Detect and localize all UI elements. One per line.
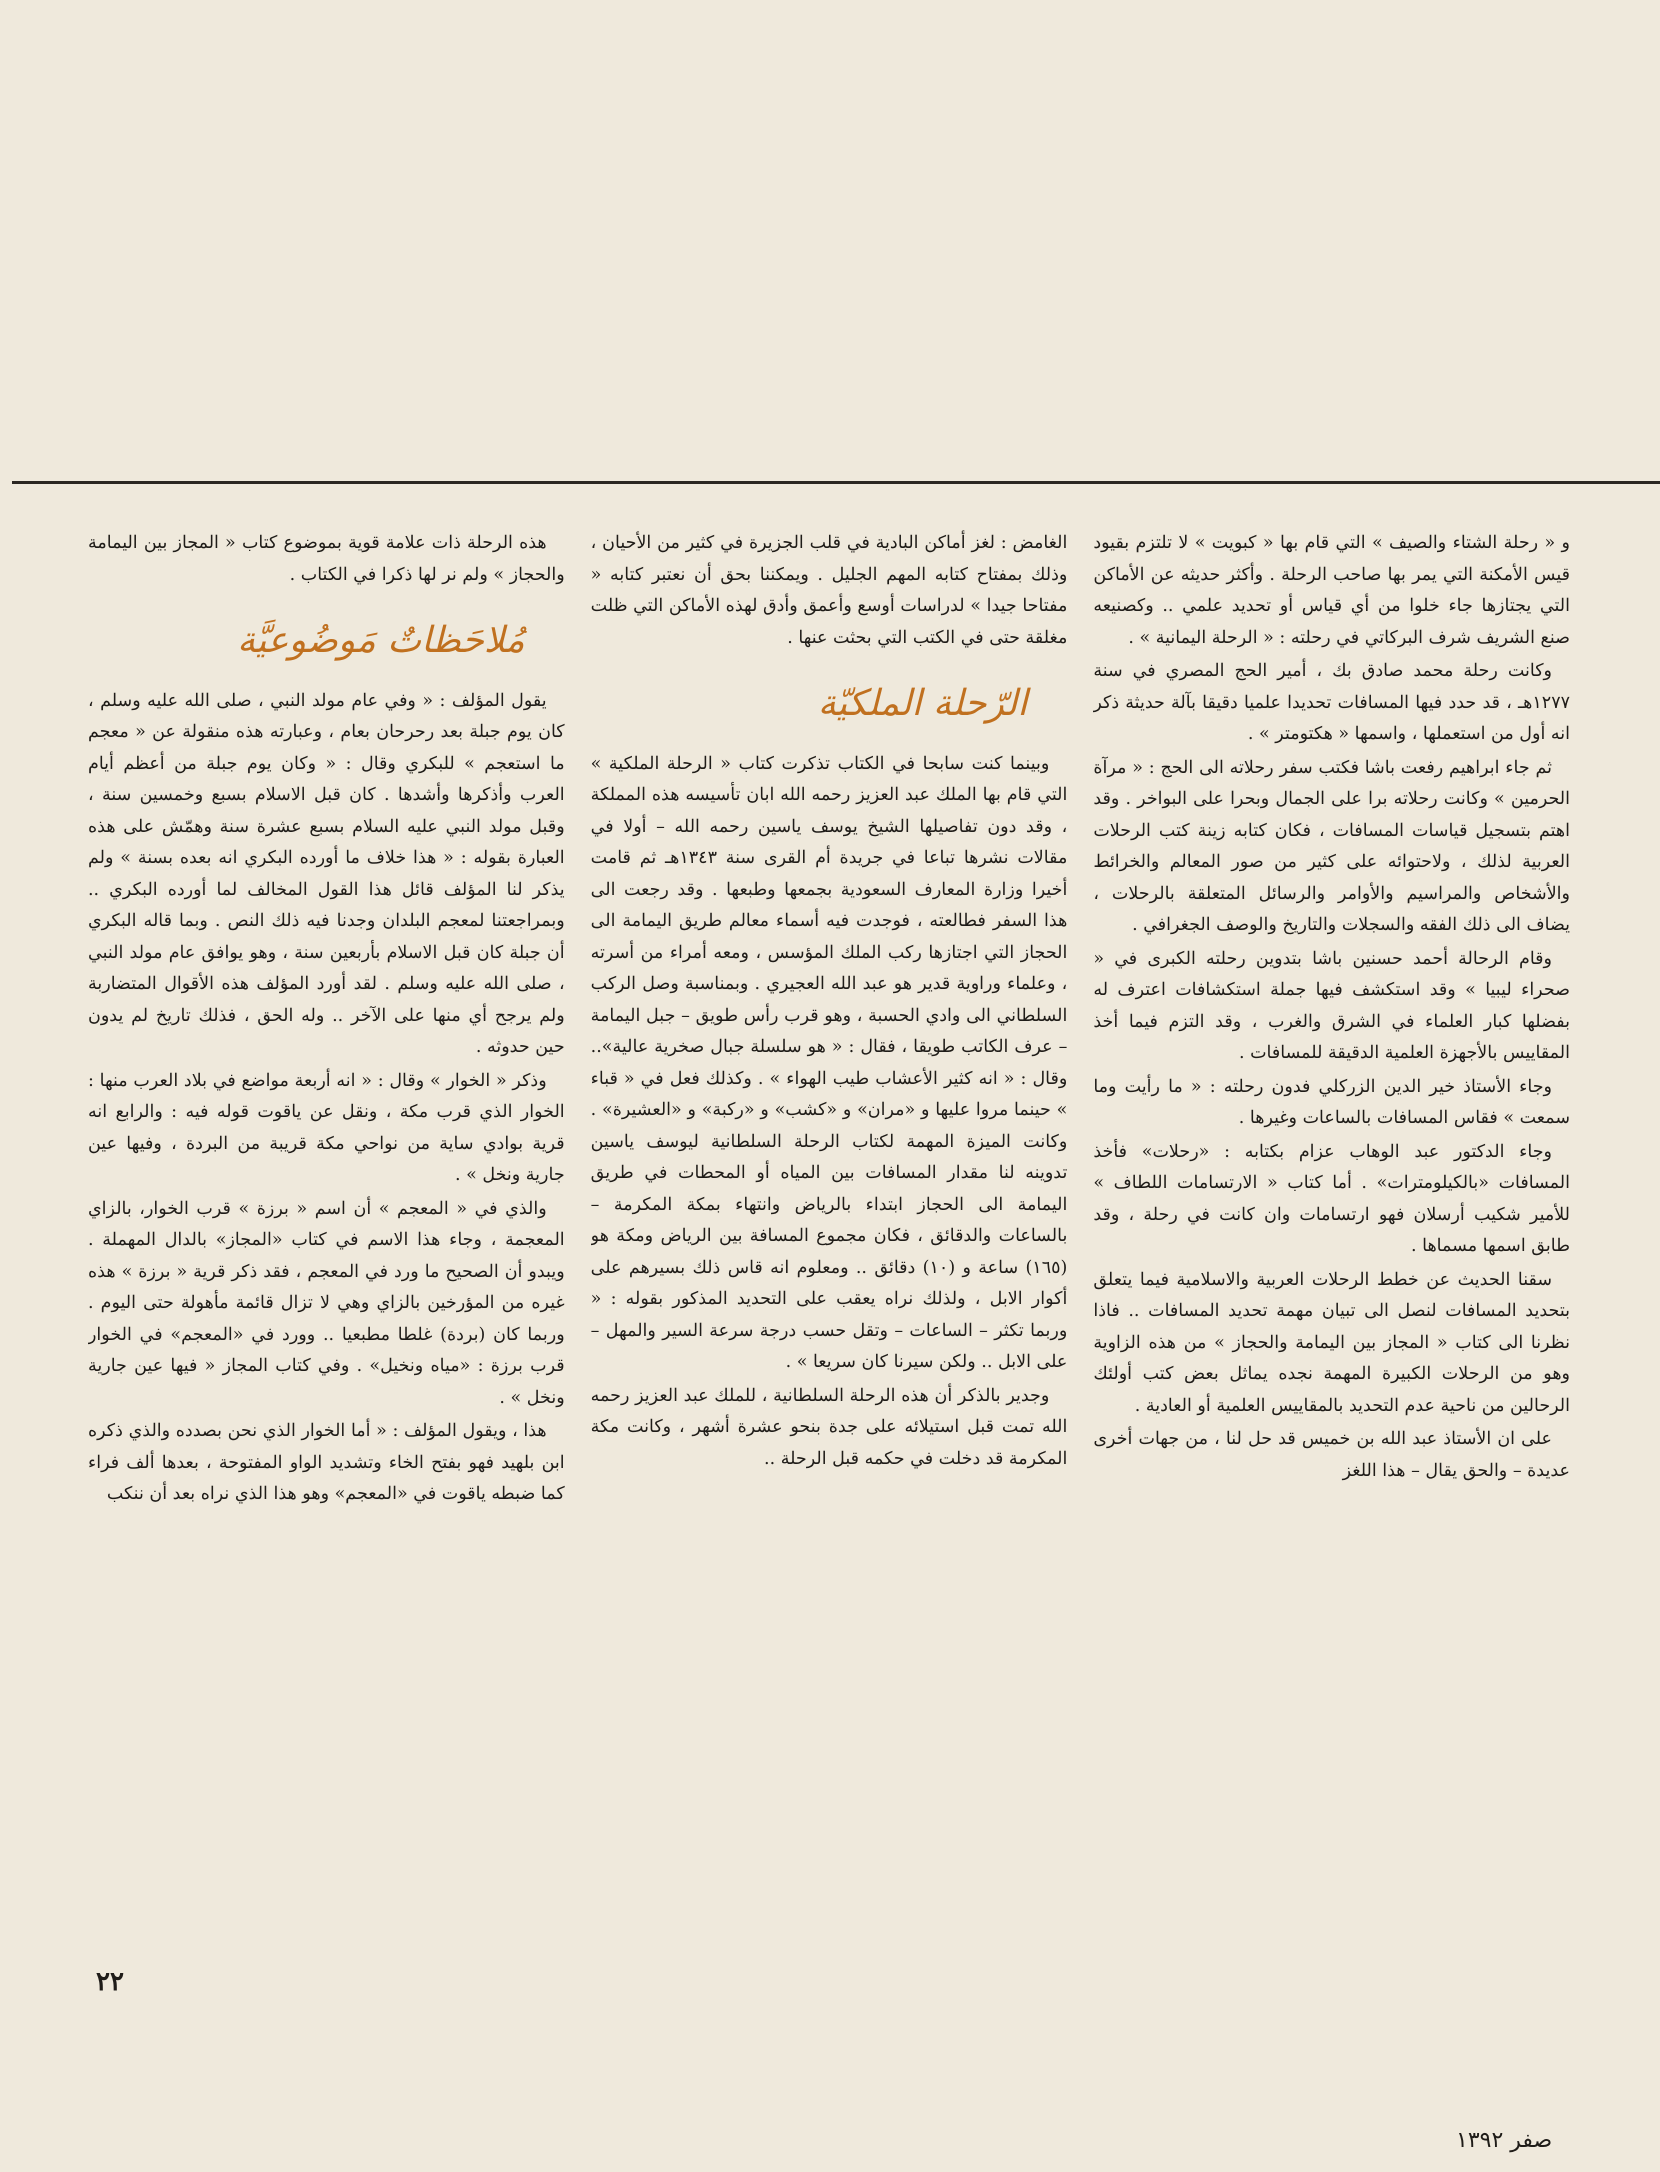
section-heading-text: مُلاحَظاتٌ مَوضُوعيَّة — [237, 620, 525, 661]
col1-paragraph-2: وكانت رحلة محمد صادق بك ، أمير الحج المصري في سنة ١٢٧٧هـ ، قد حدد فيها المسافات تحديدا علميا دقيقا بآلة حديثة ذكر انه أول من استعملها ، واسمها « هكتومتر » . — [1093, 661, 1570, 744]
col1-paragraph-1: و « رحلة الشتاء والصيف » التي قام بها « كبويت » لا تلتزم بقيود قيس الأمكنة التي يمر بها صاحب الرحلة . وأكثر حديثه عن الأماكن التي يجتازها جاء خلوا من أي قياس أو تحديد علمي .. وكصنيعه صنع الشريف شرف البركاتي في رحلته : « الرحلة اليمانية » . — [1093, 533, 1570, 648]
col1-paragraph-8: على ان الأستاذ عبد الله بن خميس قد حل لنا ، من جهات أخرى عديدة – والحق يقال – هذا اللغز — [1093, 1429, 1570, 1481]
col3-paragraph-4: والذي في « المعجم » أن اسم « برزة » قرب الخوار، بالزاي المعجمة ، وجاء هذا الاسم في كتاب «المجاز» بالدال المهملة . ويبدو أن الصحيح ما ورد في المعجم ، فقد ذكر قرية « برزة » هذه غيره من المؤرخين بالزاي وهي لا تزال قائمة مأهولة حتى اليوم . وربما كان (بردة) غلطا مطبعيا .. وورد في «المعجم» في الخوار قرب برزة : «مياه ونخيل» . وفي كتاب المجاز « فيها عين جارية ونخل » . — [87, 1198, 565, 1408]
col2-paragraph-2: وبينما كنت سابحا في الكتاب تذكرت كتاب « الرحلة الملكية » التي قام بها الملك عبد العزيز رحمه الله ابان تأسيسه هذه المملكة ، وقد دون تفاصيلها الشيخ يوسف ياسين رحمه الله – أولا في مقالات نشرها تباعا في جريدة أم القرى سنة ١٣٤٣هـ ثم قامت أخيرا وزارة المعارف السعودية بجمعها وطبعها . وقد رجعت الى هذا السفر فطالعته ، فوجدت فيه أسماء معالم طريق اليمامة الى الحجاز التي اجتازها ركب الملك المؤسس ، ومعه أمراء من أسرته ، وعلماء وراوية قدير هو عبد الله العجيري . وبمناسبة وصل الركب السلطاني الى وادي الحسبة ، وهو قرب رأس طويق – جبل اليمامة – عرف الكاتب طويقا ، فقال : « هو سلسلة جبال صخرية عالية».. وقال : « انه كثير الأعشاب طيب الهواء » . وكذلك فعل في « قباء » حينما مروا عليها و «مران» و «كشب» و «ركبة» و «العشيرة» . وكانت الميزة المهمة لكتاب الرحلة السلطانية ليوسف ياسين تدوينه لنا مقدار المسافات بين المياه أو المحطات في طريق اليمامة الى الحجاز ابتداء بالرياض وانتهاء بمكة المكرمة – بالساعات والدقائق ، فكان مجموع المسافة بين الرياض ومكة هو (١٦٥) ساعة و (١٠) دقائق .. ومعلوم انه قاس ذلك بسيرهم على أكوار الابل ، ولذلك نراه يعقب على التحديد المذكور بقوله : « وربما تكثر – الساعات – وتقل حسب درجة سرعة السير والمهل – على الابل .. ولكن سيرنا كان سريعا » . — [590, 753, 1068, 1372]
page-number: ٢٢ — [96, 1967, 124, 1997]
issue-date: صفر ١٣٩٢ — [1456, 2128, 1553, 2153]
col2-paragraph-1: الغامض : لغز أماكن البادية في قلب الجزيرة في كثير من الأحيان ، وذلك بمفتاح كتابه المهم الجليل . ويمكننا بحق أن نعتبر كتابه « مفتاحا جيدا » لدراسات أوسع وأعمق وأدق لهذه الأماكن التي ظلت مغلقة حتى في الكتب التي بحثت عنها . — [590, 533, 1068, 648]
col3-paragraph-2: يقول المؤلف : « وفي عام مولد النبي ، صلى الله عليه وسلم ، كان يوم جبلة بعد رحرحان بعام ، وعبارته هذه منقولة عن « معجم ما استعجم » للبكري وقال : « وكان يوم جبلة من أعظم أيام العرب وأذكرها وأشدها . كان قبل الاسلام بسبع وخمسين سنة ، وقبل مولد النبي عليه السلام بسبع عشرة سنة وهمّش على هذه العبارة بقوله : « هذا خلاف ما أورده البكري انه بعده بسنة » ولم يذكر لنا المؤلف قائل هذا القول المخالف لما أورده البكري .. وبمراجعتنا لمعجم البلدان وجدنا فيه ذلك النص . وبما قاله البكري أن جبلة كان قبل الاسلام بأربعين سنة ، وهو يوافق عام مولد النبي ، صلى الله عليه وسلم . لقد أورد المؤلف هذه الأقوال المتضاربة ولم يرجح أي منها على الآخر .. وله الحق ، فذلك تاريخ لم يدون حين حدوثه . — [87, 690, 565, 1057]
section-heading-topical-notes — [88, 620, 565, 664]
section-heading-royal-journey — [591, 683, 1068, 727]
col1-paragraph-5: وجاء الأستاذ خير الدين الزركلي فدون رحلته : « ما رأيت وما سمعت » فقاس المسافات بالساعات وغيرها . — [1093, 1076, 1570, 1128]
col1-paragraph-4: وقام الرحالة أحمد حسنين باشا بتدوين رحلته الكبرى في « صحراء ليبيا » وقد استكشف فيها جملة استكشافات اعترف له بفضلها كبار العلماء في الشرق والغرب ، وقد التزم فيما أخذ المقاييس بالأجهزة العلمية الدقيقة للمسافات . — [1093, 948, 1570, 1063]
horizontal-rule — [12, 481, 1660, 484]
col2-paragraph-3: وجدير بالذكر أن هذه الرحلة السلطانية ، للملك عبد العزيز رحمه الله تمت قبل استيلائه على جدة بنحو عشرة أشهر ، وكانت مكة المكرمة قد دخلت في حكمه قبل الرحلة .. — [590, 1385, 1068, 1469]
col3-paragraph-1: هذه الرحلة ذات علامة قوية بموضوع كتاب « المجاز بين اليمامة والحجاز » ولم نر لها ذكرا في الكتاب . — [87, 533, 565, 585]
column-1 — [1093, 528, 1570, 1976]
column-3 — [88, 528, 565, 1976]
col3-paragraph-3: وذكر « الخوار » وقال : « انه أربعة مواضع في بلاد العرب منها : الخوار الذي قرب مكة ، ونقل عن ياقوت قوله فيه : والرابع انه قرية بوادي ساية من نواحي مكة قريبة من البردة ، وفيها عين جارية ونخل » . — [87, 1070, 565, 1185]
col1-paragraph-6: وجاء الدكتور عبد الوهاب عزام بكتابه : «رحلات» فأخذ المسافات «بالكيلومترات» . أما كتاب « الارتسامات اللطاف » للأمير شكيب أرسلان فهو ارتسامات وان كانت في رحلة ، وقد طابق اسمها مسماها . — [1093, 1141, 1570, 1256]
article-columns — [88, 528, 1570, 1976]
blank-top-area — [0, 0, 1660, 470]
column-2 — [591, 528, 1068, 1976]
section-heading-text: الرّحلة الملكيّة — [817, 683, 1028, 724]
col1-paragraph-3: ثم جاء ابراهيم رفعت باشا فكتب سفر رحلاته الى الحج : « مرآة الحرمين » وكانت رحلاته برا على الجمال وبحرا على البواخر . وقد اهتم بتسجيل قياسات المسافات ، فكان كتابه زينة كتب الرحلات العربية لذلك ، ولاحتوائه على كثير من صور المعالم والخرائط والأشخاص والمراسيم والأوامر والرسائل المتعلقة بالرحلات ، يضاف الى ذلك الفقه والسجلات والتاريخ والوصف الجغرافي . — [1093, 757, 1570, 935]
col3-paragraph-5: هذا ، ويقول المؤلف : « أما الخوار الذي نحن بصدده والذي ذكره ابن بلهيد فهو بفتح الخاء وتشديد الواو المفتوحة ، بعدها ألف فراء كما ضبطه ياقوت في «المعجم» وهو هذا الذي نراه بعد أن ننكب — [87, 1421, 565, 1504]
col1-paragraph-7: سقنا الحديث عن خطط الرحلات العربية والاسلامية فيما يتعلق بتحديد المسافات لنصل الى تبيان مهمة تحديد المسافات .. فاذا نظرنا الى كتاب « المجاز بين اليمامة والحجاز » من هذه الزاوية وهو من الرحلات الكبيرة المهمة نجده يماثل بعض كتب أولئك الرحالين من ناحية عدم التحديد بالمقاييس العلمية أو العادية . — [1093, 1269, 1570, 1416]
